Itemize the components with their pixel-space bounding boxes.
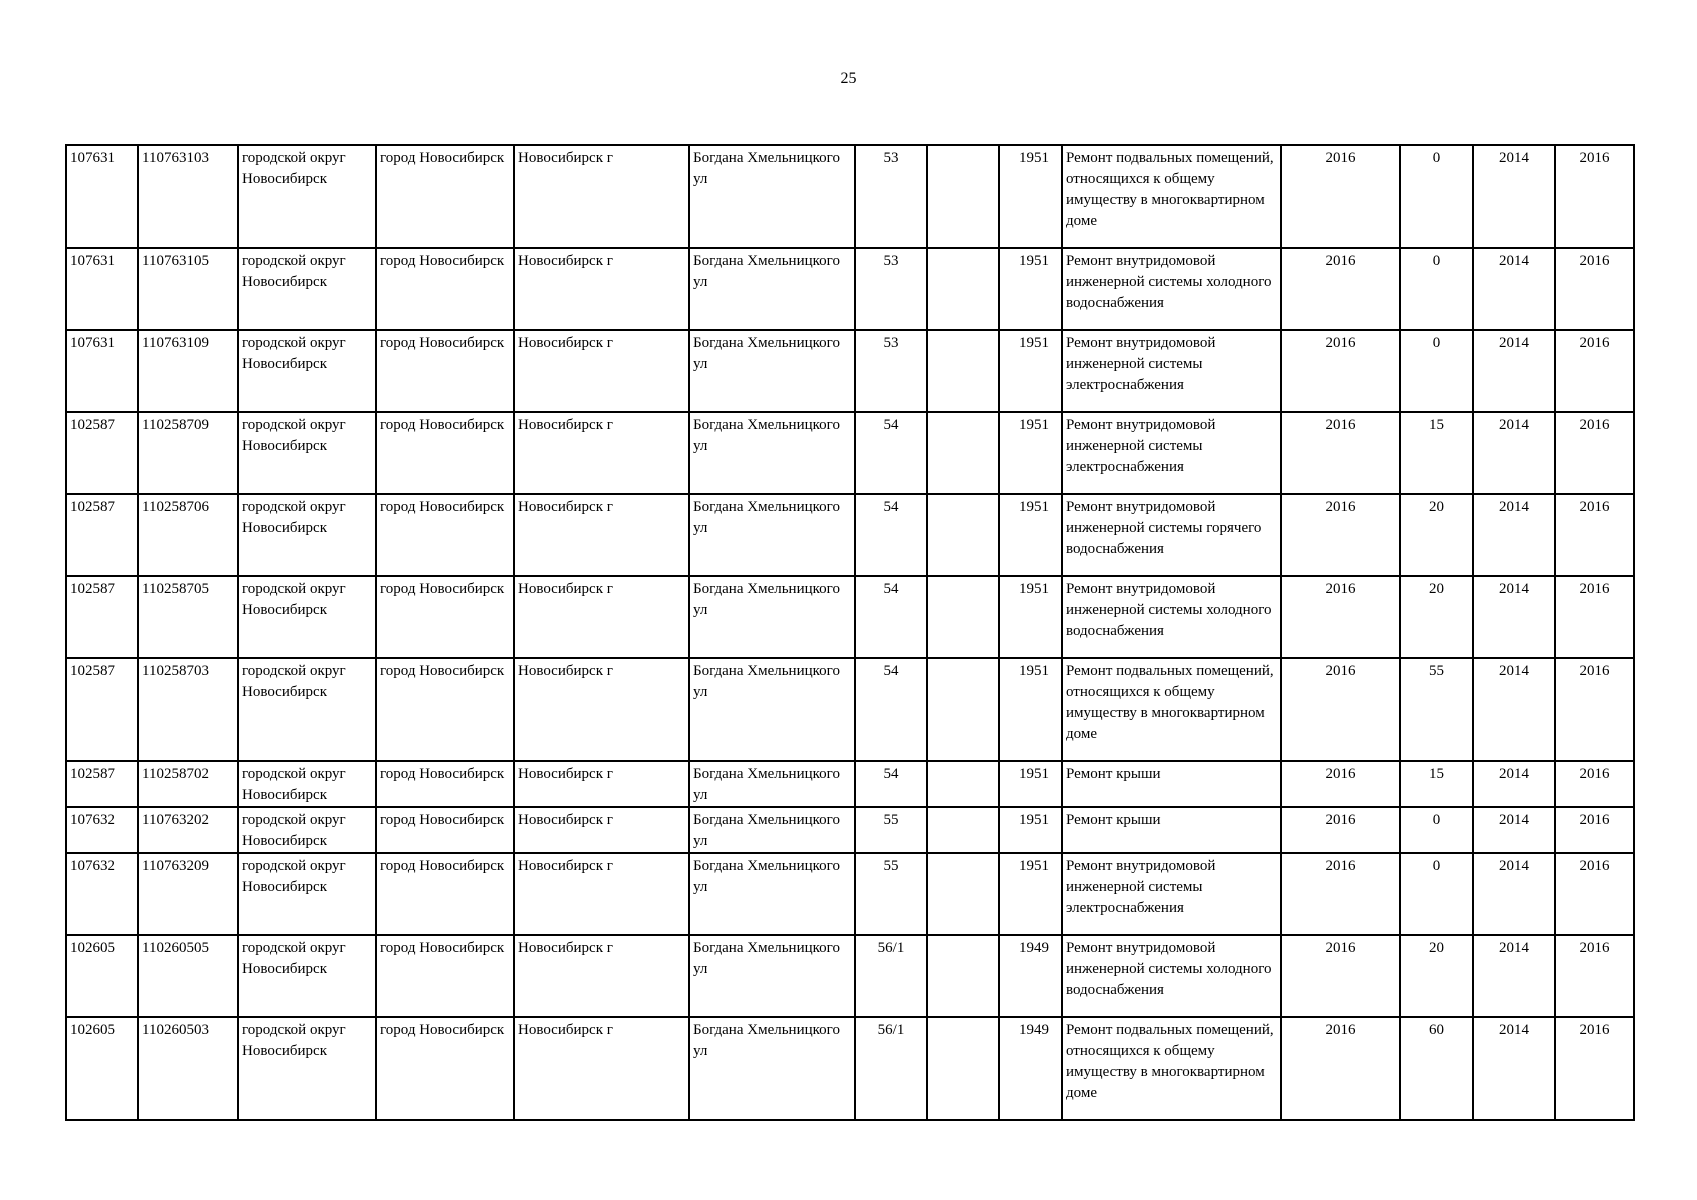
cell-object-id: 102587 xyxy=(66,761,138,807)
cell-year-built: 1951 xyxy=(999,412,1062,494)
cell-object-id: 107631 xyxy=(66,248,138,330)
cell-year-built: 1949 xyxy=(999,935,1062,1017)
table-row xyxy=(66,807,1634,853)
cell-work-id: 110763202 xyxy=(138,807,238,853)
cell-work-type: Ремонт внутридомовой инженерной системы холодного водоснабжения xyxy=(1062,576,1281,658)
cell-planned-year: 2016 xyxy=(1281,1017,1400,1120)
cell-object-id: 102587 xyxy=(66,658,138,761)
cell-year-built: 1951 xyxy=(999,145,1062,248)
cell-object-id: 107631 xyxy=(66,145,138,248)
cell-year-built: 1951 xyxy=(999,658,1062,761)
cell-work-type: Ремонт внутридомовой инженерной системы холодного водоснабжения xyxy=(1062,935,1281,1017)
table-row xyxy=(66,576,1634,658)
cell-survey-year: 2014 xyxy=(1473,145,1555,248)
cell-completion-year: 2016 xyxy=(1555,248,1634,330)
cell-wear-percent: 55 xyxy=(1400,658,1473,761)
cell-year-built: 1951 xyxy=(999,807,1062,853)
cell-settlement: город Новосибирск xyxy=(376,807,514,853)
cell-settlement: город Новосибирск xyxy=(376,494,514,576)
cell-city: Новосибирск г xyxy=(514,494,689,576)
cell-survey-year: 2014 xyxy=(1473,412,1555,494)
cell-settlement: город Новосибирск xyxy=(376,145,514,248)
cell-survey-year: 2014 xyxy=(1473,853,1555,935)
cell-city: Новосибирск г xyxy=(514,1017,689,1120)
cell-city: Новосибирск г xyxy=(514,853,689,935)
cell-street: Богдана Хмельницкого ул xyxy=(689,576,855,658)
cell-completion-year: 2016 xyxy=(1555,935,1634,1017)
cell-city: Новосибирск г xyxy=(514,576,689,658)
cell-planned-year: 2016 xyxy=(1281,145,1400,248)
cell-house-number: 54 xyxy=(855,494,927,576)
cell-house-number: 53 xyxy=(855,145,927,248)
cell-house-number: 56/1 xyxy=(855,1017,927,1120)
cell-year-built: 1951 xyxy=(999,761,1062,807)
cell-settlement: город Новосибирск xyxy=(376,248,514,330)
cell-survey-year: 2014 xyxy=(1473,494,1555,576)
cell-building xyxy=(927,330,999,412)
cell-completion-year: 2016 xyxy=(1555,412,1634,494)
cell-settlement: город Новосибирск xyxy=(376,761,514,807)
cell-municipality: городской округ Новосибирск xyxy=(238,935,376,1017)
cell-house-number: 54 xyxy=(855,658,927,761)
cell-object-id: 102587 xyxy=(66,576,138,658)
cell-object-id: 102605 xyxy=(66,935,138,1017)
cell-street: Богдана Хмельницкого ул xyxy=(689,658,855,761)
cell-municipality: городской округ Новосибирск xyxy=(238,145,376,248)
cell-completion-year: 2016 xyxy=(1555,576,1634,658)
cell-house-number: 53 xyxy=(855,330,927,412)
cell-completion-year: 2016 xyxy=(1555,1017,1634,1120)
cell-work-id: 110260505 xyxy=(138,935,238,1017)
cell-street: Богдана Хмельницкого ул xyxy=(689,412,855,494)
cell-work-type: Ремонт внутридомовой инженерной системы холодного водоснабжения xyxy=(1062,248,1281,330)
cell-house-number: 54 xyxy=(855,576,927,658)
cell-survey-year: 2014 xyxy=(1473,576,1555,658)
cell-municipality: городской округ Новосибирск xyxy=(238,576,376,658)
cell-work-type: Ремонт внутридомовой инженерной системы горячего водоснабжения xyxy=(1062,494,1281,576)
cell-municipality: городской округ Новосибирск xyxy=(238,248,376,330)
table-body xyxy=(66,145,1634,1120)
cell-building xyxy=(927,412,999,494)
cell-settlement: город Новосибирск xyxy=(376,1017,514,1120)
cell-year-built: 1949 xyxy=(999,1017,1062,1120)
cell-city: Новосибирск г xyxy=(514,248,689,330)
cell-year-built: 1951 xyxy=(999,330,1062,412)
cell-work-id: 110258706 xyxy=(138,494,238,576)
cell-planned-year: 2016 xyxy=(1281,412,1400,494)
cell-building xyxy=(927,494,999,576)
cell-municipality: городской округ Новосибирск xyxy=(238,658,376,761)
cell-work-id: 110260503 xyxy=(138,1017,238,1120)
table-row xyxy=(66,494,1634,576)
table-row xyxy=(66,761,1634,807)
cell-survey-year: 2014 xyxy=(1473,1017,1555,1120)
cell-work-id: 110763109 xyxy=(138,330,238,412)
cell-work-id: 110763105 xyxy=(138,248,238,330)
cell-wear-percent: 0 xyxy=(1400,145,1473,248)
cell-survey-year: 2014 xyxy=(1473,658,1555,761)
cell-work-type: Ремонт внутридомовой инженерной системы электроснабжения xyxy=(1062,330,1281,412)
cell-work-id: 110258709 xyxy=(138,412,238,494)
cell-work-id: 110258703 xyxy=(138,658,238,761)
cell-municipality: городской округ Новосибирск xyxy=(238,412,376,494)
cell-object-id: 102587 xyxy=(66,494,138,576)
cell-work-type: Ремонт подвальных помещений, относящихся к общему имуществу в многоквартирном доме xyxy=(1062,145,1281,248)
cell-municipality: городской округ Новосибирск xyxy=(238,330,376,412)
cell-city: Новосибирск г xyxy=(514,330,689,412)
cell-planned-year: 2016 xyxy=(1281,853,1400,935)
cell-wear-percent: 60 xyxy=(1400,1017,1473,1120)
cell-planned-year: 2016 xyxy=(1281,576,1400,658)
cell-work-id: 110763209 xyxy=(138,853,238,935)
cell-year-built: 1951 xyxy=(999,248,1062,330)
table-row xyxy=(66,330,1634,412)
table-row xyxy=(66,248,1634,330)
cell-street: Богдана Хмельницкого ул xyxy=(689,248,855,330)
cell-planned-year: 2016 xyxy=(1281,248,1400,330)
cell-wear-percent: 20 xyxy=(1400,494,1473,576)
cell-settlement: город Новосибирск xyxy=(376,658,514,761)
cell-completion-year: 2016 xyxy=(1555,145,1634,248)
cell-wear-percent: 20 xyxy=(1400,576,1473,658)
cell-work-type: Ремонт крыши xyxy=(1062,807,1281,853)
cell-street: Богдана Хмельницкого ул xyxy=(689,761,855,807)
cell-work-type: Ремонт внутридомовой инженерной системы электроснабжения xyxy=(1062,853,1281,935)
cell-municipality: городской округ Новосибирск xyxy=(238,761,376,807)
page-number: 25 xyxy=(840,70,857,87)
cell-settlement: город Новосибирск xyxy=(376,853,514,935)
cell-completion-year: 2016 xyxy=(1555,807,1634,853)
cell-object-id: 102587 xyxy=(66,412,138,494)
cell-year-built: 1951 xyxy=(999,494,1062,576)
cell-year-built: 1951 xyxy=(999,853,1062,935)
cell-city: Новосибирск г xyxy=(514,412,689,494)
cell-building xyxy=(927,761,999,807)
cell-city: Новосибирск г xyxy=(514,935,689,1017)
cell-house-number: 56/1 xyxy=(855,935,927,1017)
cell-completion-year: 2016 xyxy=(1555,658,1634,761)
table-row xyxy=(66,145,1634,248)
cell-object-id: 107632 xyxy=(66,853,138,935)
cell-house-number: 55 xyxy=(855,807,927,853)
cell-planned-year: 2016 xyxy=(1281,330,1400,412)
cell-planned-year: 2016 xyxy=(1281,658,1400,761)
cell-municipality: городской округ Новосибирск xyxy=(238,1017,376,1120)
cell-building xyxy=(927,1017,999,1120)
cell-municipality: городской округ Новосибирск xyxy=(238,853,376,935)
cell-building xyxy=(927,935,999,1017)
cell-street: Богдана Хмельницкого ул xyxy=(689,807,855,853)
cell-wear-percent: 0 xyxy=(1400,807,1473,853)
cell-city: Новосибирск г xyxy=(514,658,689,761)
cell-municipality: городской округ Новосибирск xyxy=(238,807,376,853)
cell-settlement: город Новосибирск xyxy=(376,330,514,412)
cell-completion-year: 2016 xyxy=(1555,761,1634,807)
cell-house-number: 53 xyxy=(855,248,927,330)
cell-wear-percent: 15 xyxy=(1400,412,1473,494)
cell-street: Богдана Хмельницкого ул xyxy=(689,145,855,248)
cell-building xyxy=(927,248,999,330)
cell-work-type: Ремонт подвальных помещений, относящихся к общему имуществу в многоквартирном доме xyxy=(1062,1017,1281,1120)
cell-street: Богдана Хмельницкого ул xyxy=(689,935,855,1017)
cell-wear-percent: 15 xyxy=(1400,761,1473,807)
cell-planned-year: 2016 xyxy=(1281,761,1400,807)
cell-house-number: 55 xyxy=(855,853,927,935)
cell-street: Богдана Хмельницкого ул xyxy=(689,330,855,412)
cell-house-number: 54 xyxy=(855,412,927,494)
cell-building xyxy=(927,807,999,853)
cell-survey-year: 2014 xyxy=(1473,807,1555,853)
cell-survey-year: 2014 xyxy=(1473,248,1555,330)
cell-work-id: 110258705 xyxy=(138,576,238,658)
cell-city: Новосибирск г xyxy=(514,807,689,853)
cell-wear-percent: 0 xyxy=(1400,853,1473,935)
cell-completion-year: 2016 xyxy=(1555,853,1634,935)
cell-work-type: Ремонт внутридомовой инженерной системы электроснабжения xyxy=(1062,412,1281,494)
cell-building xyxy=(927,145,999,248)
cell-work-id: 110258702 xyxy=(138,761,238,807)
cell-wear-percent: 0 xyxy=(1400,248,1473,330)
cell-object-id: 107631 xyxy=(66,330,138,412)
cell-completion-year: 2016 xyxy=(1555,330,1634,412)
cell-work-type: Ремонт крыши xyxy=(1062,761,1281,807)
cell-city: Новосибирск г xyxy=(514,761,689,807)
cell-building xyxy=(927,576,999,658)
cell-wear-percent: 20 xyxy=(1400,935,1473,1017)
cell-settlement: город Новосибирск xyxy=(376,935,514,1017)
cell-survey-year: 2014 xyxy=(1473,761,1555,807)
cell-wear-percent: 0 xyxy=(1400,330,1473,412)
cell-city: Новосибирск г xyxy=(514,145,689,248)
table-row xyxy=(66,935,1634,1017)
cell-year-built: 1951 xyxy=(999,576,1062,658)
cell-building xyxy=(927,658,999,761)
cell-settlement: город Новосибирск xyxy=(376,576,514,658)
cell-work-id: 110763103 xyxy=(138,145,238,248)
cell-survey-year: 2014 xyxy=(1473,935,1555,1017)
cell-object-id: 102605 xyxy=(66,1017,138,1120)
cell-building xyxy=(927,853,999,935)
table-row xyxy=(66,853,1634,935)
table-row xyxy=(66,412,1634,494)
table-row xyxy=(66,658,1634,761)
cell-planned-year: 2016 xyxy=(1281,494,1400,576)
cell-house-number: 54 xyxy=(855,761,927,807)
cell-municipality: городской округ Новосибирск xyxy=(238,494,376,576)
cell-planned-year: 2016 xyxy=(1281,935,1400,1017)
cell-completion-year: 2016 xyxy=(1555,494,1634,576)
repair-records-table xyxy=(65,144,1635,1121)
cell-street: Богдана Хмельницкого ул xyxy=(689,494,855,576)
cell-survey-year: 2014 xyxy=(1473,330,1555,412)
cell-settlement: город Новосибирск xyxy=(376,412,514,494)
table-row xyxy=(66,1017,1634,1120)
cell-work-type: Ремонт подвальных помещений, относящихся к общему имуществу в многоквартирном доме xyxy=(1062,658,1281,761)
cell-street: Богдана Хмельницкого ул xyxy=(689,853,855,935)
cell-street: Богдана Хмельницкого ул xyxy=(689,1017,855,1120)
cell-planned-year: 2016 xyxy=(1281,807,1400,853)
cell-object-id: 107632 xyxy=(66,807,138,853)
